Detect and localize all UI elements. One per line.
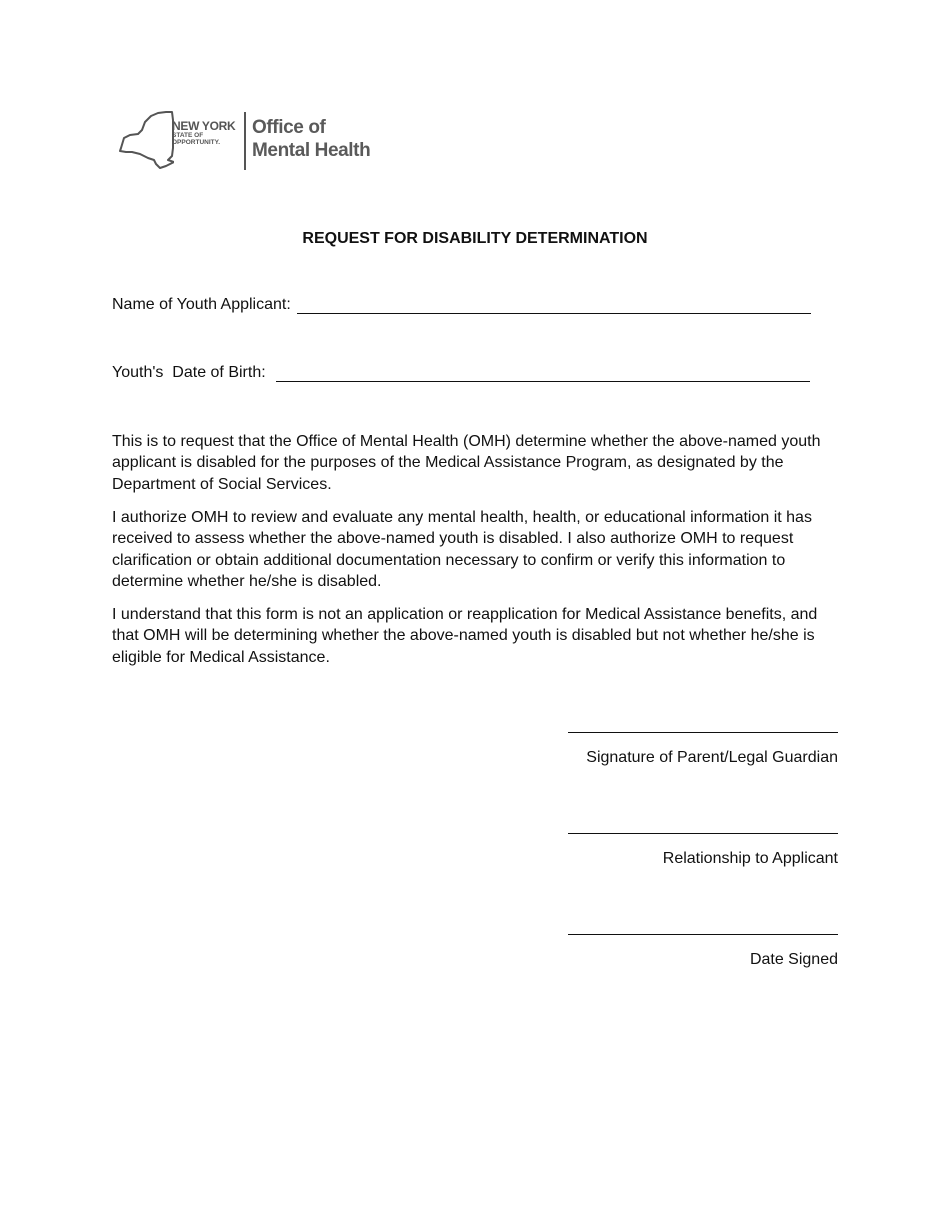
date-signed-label: Date Signed bbox=[749, 951, 838, 968]
youth-dob-input-line[interactable] bbox=[276, 367, 810, 382]
office-line-1: Office of bbox=[252, 117, 326, 138]
signature-label: Signature of Parent/Legal Guardian bbox=[586, 749, 838, 766]
youth-name-input-line[interactable] bbox=[297, 299, 811, 314]
date-signed-block bbox=[568, 934, 838, 969]
relationship-line[interactable] bbox=[568, 833, 838, 834]
form-title: REQUEST FOR DISABILITY DETERMINATION bbox=[302, 230, 648, 247]
ny-tagline-1: STATE OF bbox=[172, 132, 204, 139]
authorization-paragraph: I authorize OMH to review and evaluate any mental health, health, or educational information it has received to assess whether the above-named youth is disabled. I also authorize OMH to request clarification or obtain additional documentation necessary to confirm or verify this information to determine whether he/she is disabled. bbox=[112, 509, 812, 590]
office-line-2: Mental Health bbox=[252, 140, 371, 161]
youth-dob-label: Youth's Date of Birth: bbox=[112, 364, 266, 381]
date-signed-line[interactable] bbox=[568, 934, 838, 935]
request-paragraph: This is to request that the Office of Mental Health (OMH) determine whether the above-named youth applicant is disabled for the purposes of the Medical Assistance Program, as designated by the Department of Social Services. bbox=[112, 433, 821, 493]
office-name bbox=[252, 116, 370, 162]
signature-line[interactable] bbox=[568, 732, 838, 733]
relationship-label: Relationship to Applicant bbox=[662, 850, 838, 867]
youth-name-label: Name of Youth Applicant: bbox=[112, 296, 291, 313]
nys-omh-logo bbox=[118, 108, 388, 172]
youth-dob-field bbox=[112, 364, 810, 382]
youth-name-field bbox=[112, 296, 811, 314]
logo-divider bbox=[244, 112, 246, 170]
ny-tagline-2: OPPORTUNITY. bbox=[172, 139, 221, 146]
relationship-block bbox=[568, 833, 838, 868]
new-york-state-outline-icon bbox=[118, 108, 174, 172]
understanding-paragraph: I understand that this form is not an application or reapplication for Medical Assistance benefits, and that OMH will be determining whether the above-named youth is disabled but not whether he/she is eligible for Medical Assistance. bbox=[112, 606, 818, 666]
ny-state-name: NEW YORK bbox=[172, 119, 236, 133]
signature-block bbox=[568, 732, 838, 767]
